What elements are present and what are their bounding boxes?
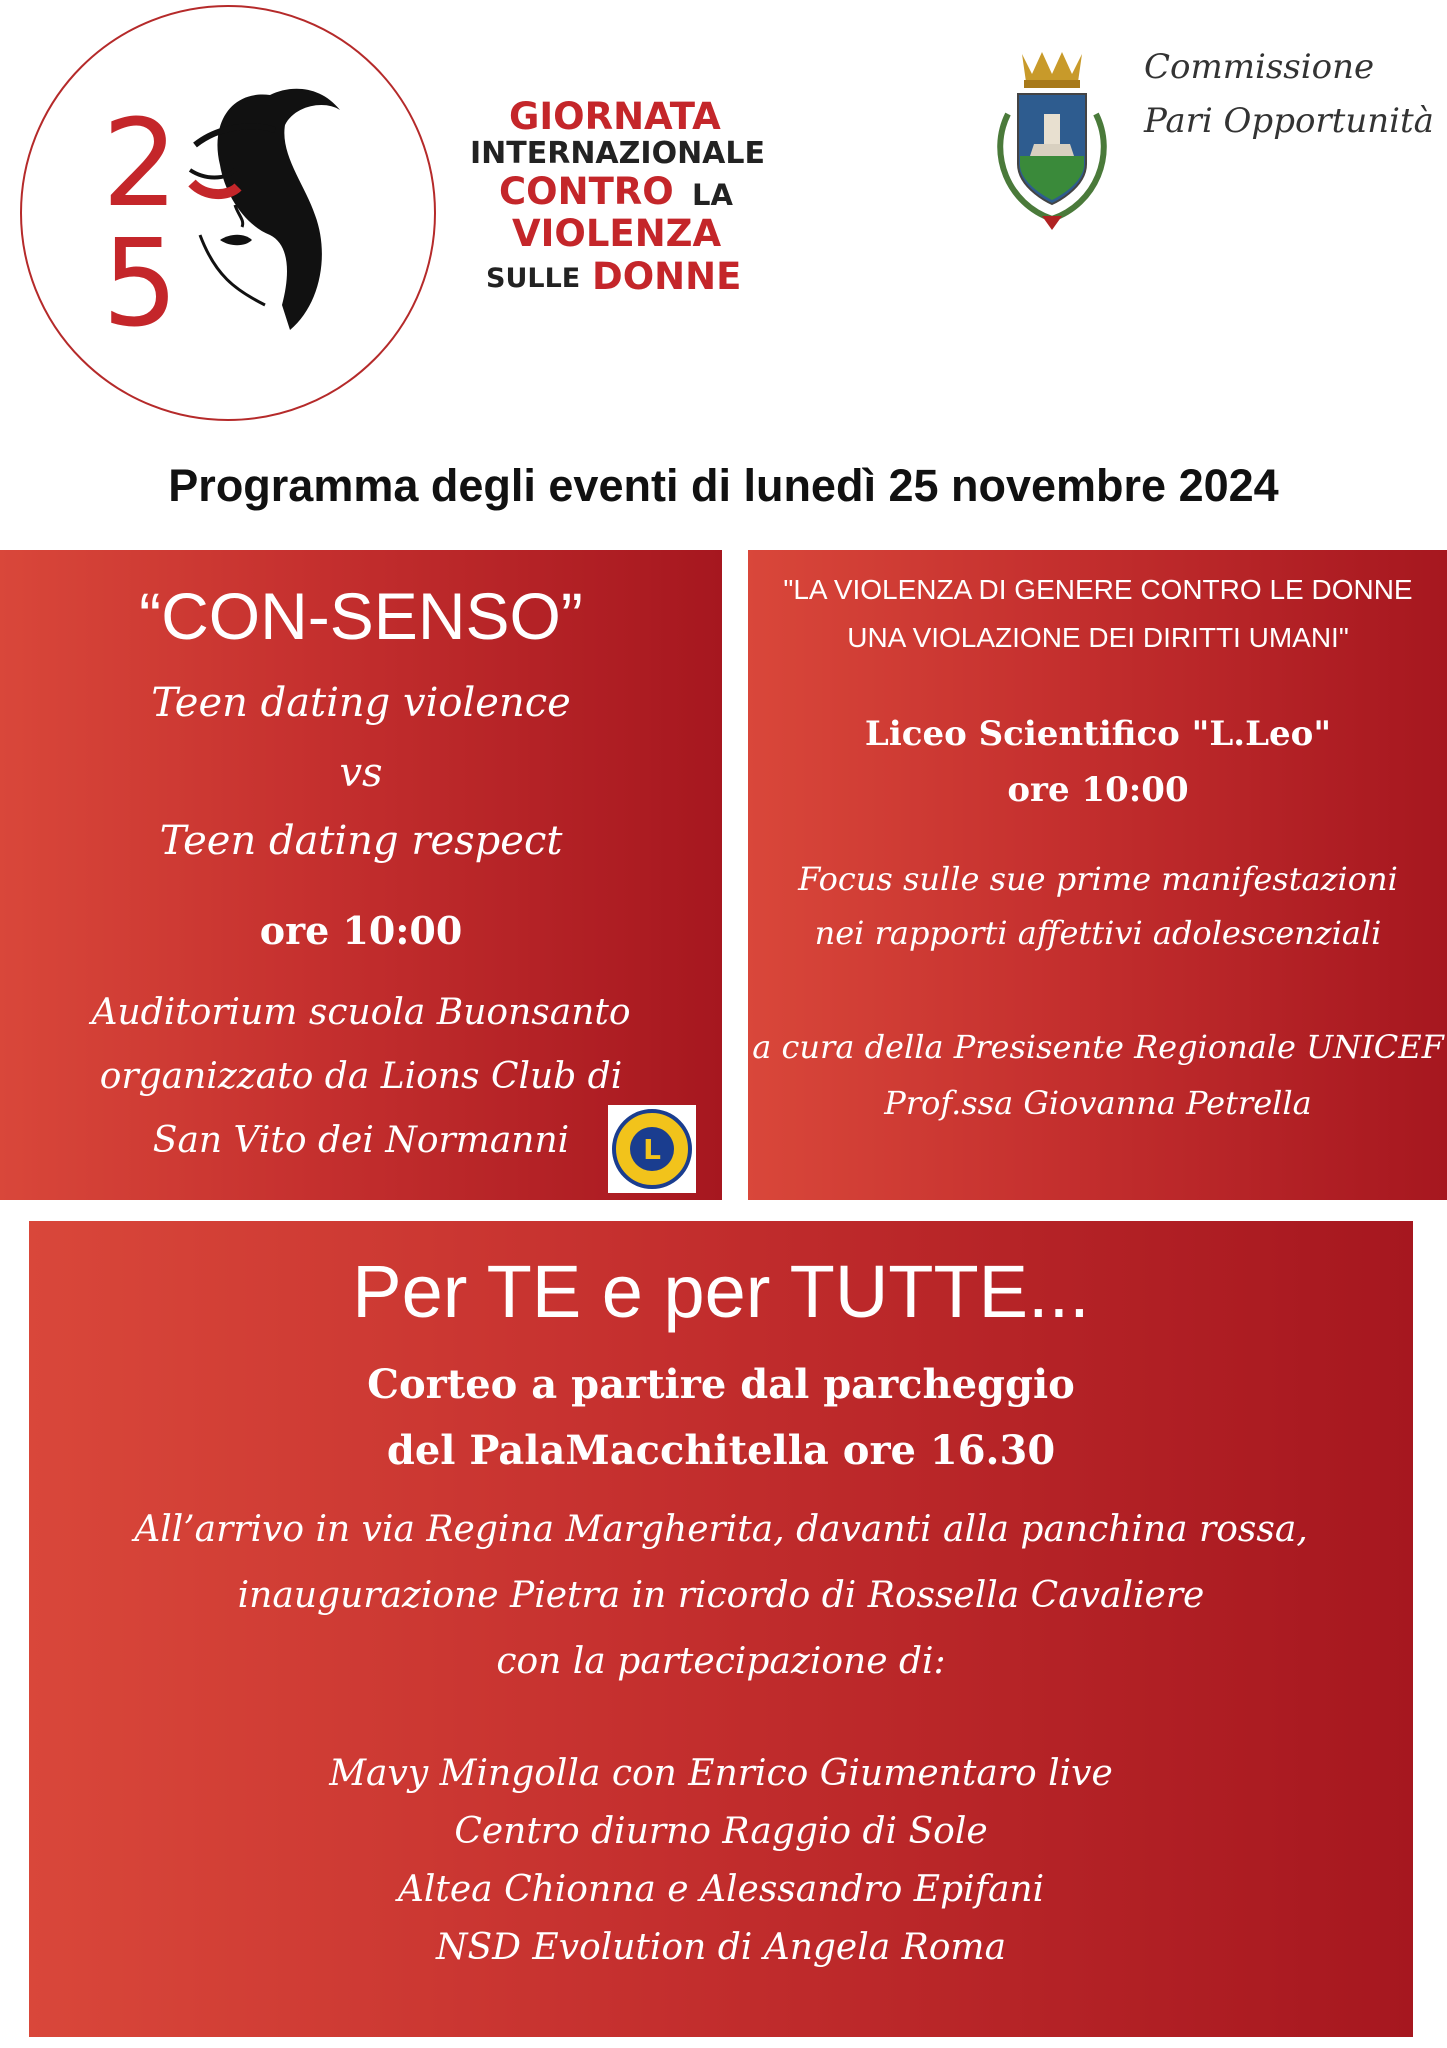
con-senso-title: “CON-SENSO” — [139, 579, 583, 653]
quote-line-1: "LA VIOLENZA DI GENERE CONTRO LE DONNE — [783, 574, 1413, 605]
march-line-2: del PalaMacchitella ore 16.30 — [386, 1427, 1056, 1474]
vs-line: vs — [339, 750, 383, 796]
commission-line-1: Commissione — [1144, 47, 1375, 87]
unicef-event-time: ore 10:00 — [1007, 770, 1189, 810]
description-line-2: inaugurazione Pietra in ricordo di Rossella Cavaliere — [237, 1575, 1205, 1616]
con-senso-event-panel — [0, 550, 722, 1200]
unicef-event-panel — [748, 550, 1447, 1200]
page-title: Programma degli eventi di lunedì 25 novembre 2024 — [168, 460, 1279, 511]
participant-item: Mavy Mingolla con Enrico Giumentaro live — [329, 1753, 1113, 1794]
teen-dating-respect-line: Teen dating respect — [159, 818, 563, 864]
coat-of-arms-icon — [978, 44, 1126, 234]
participant-item: Centro diurno Raggio di Sole — [454, 1811, 988, 1852]
con-senso-time: ore 10:00 — [259, 908, 463, 953]
lions-club-logo — [608, 1105, 696, 1193]
logo-title-internazionale: INTERNAZIONALE — [470, 136, 766, 171]
lions-emblem-letter: L — [643, 1133, 661, 1166]
logo-digit-5: 5 — [102, 215, 179, 354]
commission-label — [1144, 40, 1434, 148]
logo-title-contro: CONTRO — [499, 170, 674, 213]
logo-title-donne: DONNE — [592, 255, 742, 298]
lions-emblem-icon — [608, 1105, 696, 1193]
logo-title-violenza: VIOLENZA — [512, 212, 722, 255]
teen-dating-violence-line: Teen dating violence — [151, 680, 571, 726]
speaker-name: Prof.ssa Giovanna Petrella — [884, 1084, 1312, 1122]
quote-line-2: UNA VIOLAZIONE DEI DIRITTI UMANI" — [847, 622, 1349, 653]
participant-item: Altea Chionna e Alessandro Epifani — [397, 1869, 1045, 1910]
march-line-1: Corteo a partire dal parcheggio — [367, 1361, 1075, 1408]
description-line-3: con la partecipazione di: — [496, 1641, 946, 1682]
logo-title-la: LA — [692, 178, 733, 212]
per-te-headline: Per TE e per TUTTE... — [352, 1250, 1090, 1333]
march-event-panel — [29, 1221, 1413, 2037]
venue-line-1: Auditorium scuola Buonsanto — [91, 992, 631, 1033]
venue-line-3: San Vito dei Normanni — [152, 1120, 570, 1161]
curated-by-line: a cura della Presisente Regionale UNICEF — [752, 1028, 1444, 1066]
focus-line-2: nei rapporti affettivi adolescenziali — [814, 914, 1382, 952]
logo-title-giornata: GIORNATA — [509, 95, 721, 138]
participant-item: NSD Evolution di Angela Roma — [435, 1927, 1007, 1968]
woman-face-logo-icon — [20, 5, 436, 421]
logo-title-sulle: SULLE — [486, 263, 581, 294]
venue-line-2: organizzato da Lions Club di — [99, 1056, 623, 1097]
school-name: Liceo Scientifico "L.Leo" — [864, 714, 1332, 754]
logo-digit-2: 2 — [102, 95, 179, 234]
description-line-1: All’arrivo in via Regina Margherita, davanti alla panchina rossa, — [134, 1509, 1308, 1550]
commission-line-2: Pari Opportunità — [1144, 101, 1434, 141]
focus-line-1: Focus sulle sue prime manifestazioni — [798, 860, 1398, 898]
